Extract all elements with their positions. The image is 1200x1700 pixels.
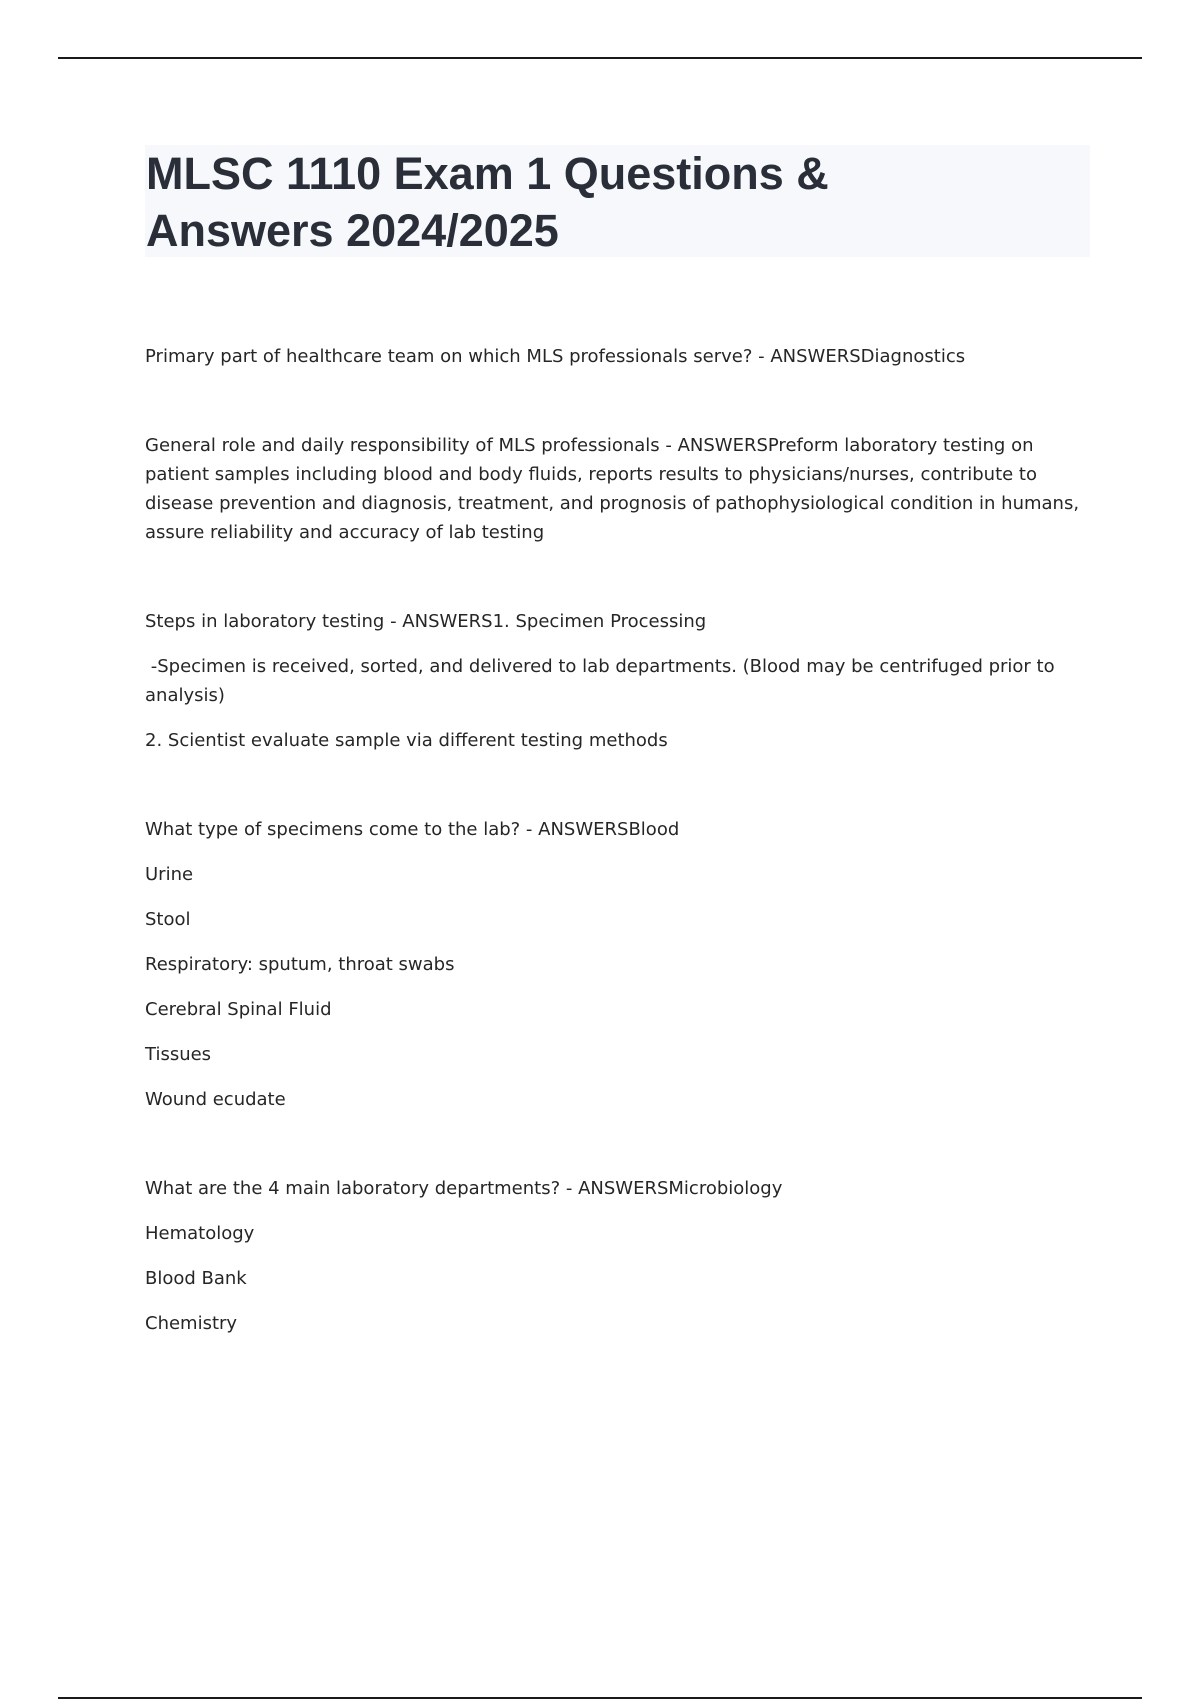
answer-line: Cerebral Spinal Fluid (145, 999, 332, 1020)
question-answer-text: What type of specimens come to the lab? - ANSWERSBlood (145, 819, 680, 840)
page-title (145, 145, 1090, 259)
title-line: MLSC 1110 Exam 1 Questions & (146, 148, 829, 199)
question-answer-text: Primary part of healthcare team on which MLS professionals serve? - ANSWERSDiagnostics (145, 346, 966, 367)
question-answer-text: General role and daily responsibility of MLS professionals - ANSWERSPreform laboratory testing on patient samples including blood and body fluids, reports results to physicians/nurses, contribute to disease prevention and diagnosis, treatment, and prognosis of pathophysiological condition in humans, assure reliability and accuracy of lab testing (145, 435, 1080, 543)
qa-item (145, 1174, 1095, 1338)
qa-item (145, 342, 1095, 371)
answer-line: Hematology (145, 1223, 255, 1244)
answer-line: Chemistry (145, 1313, 238, 1334)
answer-line: -Specimen is received, sorted, and delivered to lab departments. (Blood may be centrifuged prior to analysis) (145, 656, 1061, 706)
answer-line: Stool (145, 909, 191, 930)
answer-line: Respiratory: sputum, throat swabs (145, 954, 455, 975)
answer-line: Urine (145, 864, 194, 885)
answer-line: Blood Bank (145, 1268, 247, 1289)
question-answer-text: What are the 4 main laboratory departments? - ANSWERSMicrobiology (145, 1178, 783, 1199)
title-line: Answers 2024/2025 (146, 205, 559, 256)
title-block (145, 145, 1090, 257)
qa-item (145, 607, 1095, 755)
qa-item (145, 815, 1095, 1114)
header-rule (58, 57, 1142, 59)
qa-item (145, 431, 1095, 547)
answer-line: Wound ecudate (145, 1089, 286, 1110)
qa-list (145, 342, 1095, 1398)
answer-line: 2. Scientist evaluate sample via different testing methods (145, 730, 668, 751)
question-answer-text: Steps in laboratory testing - ANSWERS1. Specimen Processing (145, 611, 707, 632)
footer-rule (58, 1697, 1142, 1699)
answer-line: Tissues (145, 1044, 212, 1065)
